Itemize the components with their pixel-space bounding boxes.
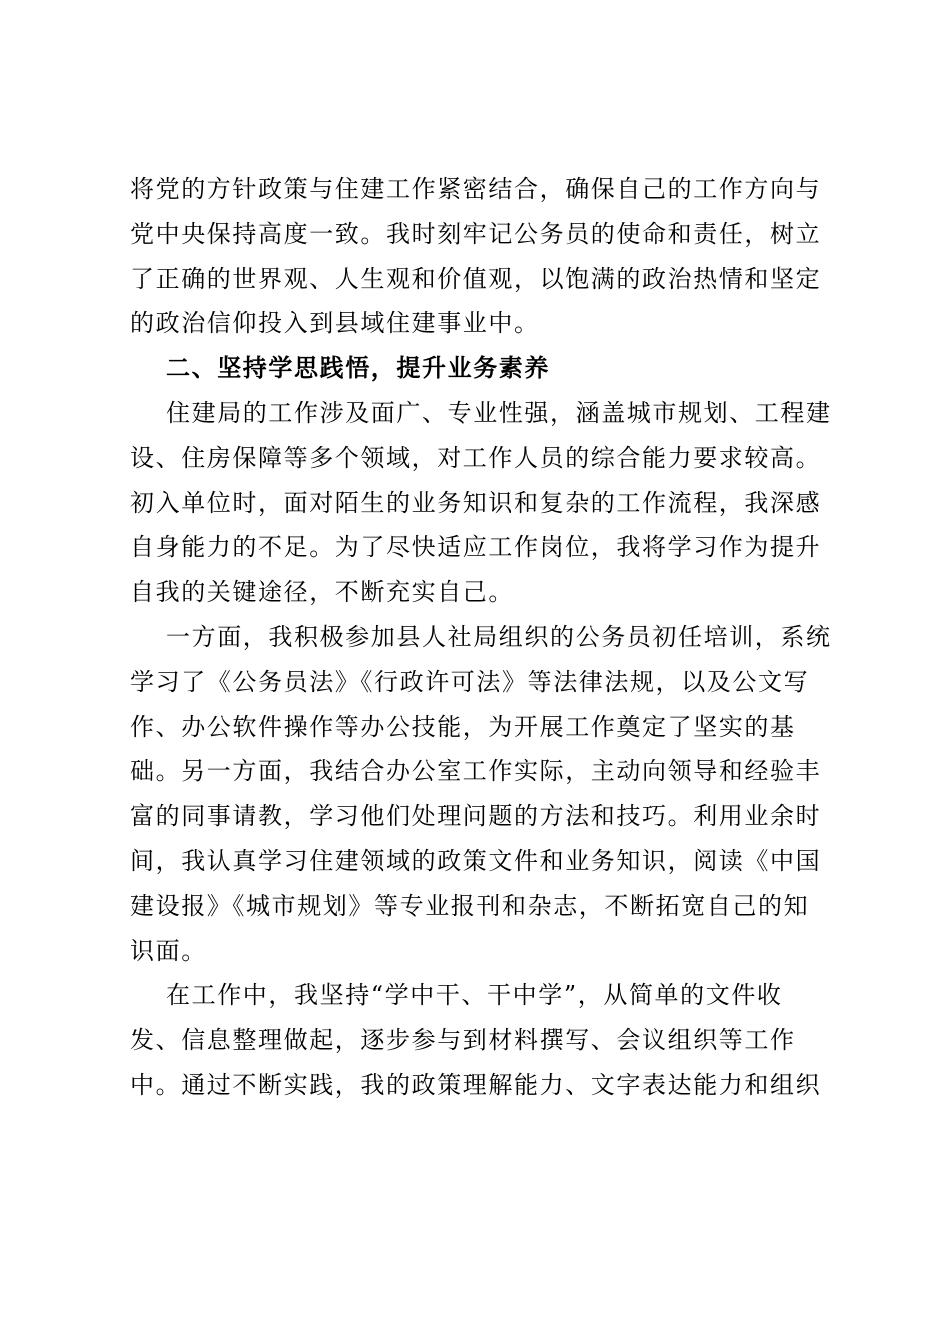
text-line: 在工作中，我坚持“学中干、干中学”，从简单的文件收 — [166, 981, 783, 1010]
paragraph-3 — [130, 615, 830, 973]
document-page — [130, 167, 830, 1108]
text-line: 住建局的工作涉及面广、专业性强，涵盖城市规划、工程建 — [166, 398, 832, 427]
section-heading: 二、坚持学思践悟，提升业务素养 — [166, 354, 550, 383]
text-line: 了正确的世界观、人生观和价值观，以饱满的政治热情和坚定 — [130, 264, 822, 293]
text-line: 设、住房保障等多个领域，对工作人员的综合能力要求较高。 — [130, 443, 822, 472]
text-line: 间，我认真学习住建领域的政策文件和业务知识，阅读《中国 — [130, 846, 822, 875]
text-line: 础。另一方面，我结合办公室工作实际，主动向领导和经验丰 — [130, 757, 822, 786]
text-line: 自身能力的不足。为了尽快适应工作岗位，我将学习作为提升 — [130, 533, 822, 562]
text-line: 中。通过不断实践，我的政策理解能力、文字表达能力和组织 — [130, 1070, 822, 1099]
text-line: 将党的方针政策与住建工作紧密结合，确保自己的工作方向与 — [130, 175, 822, 203]
text-line: 学习了《公务员法》《行政许可法》等法律法规，以及公文写 — [130, 667, 810, 696]
text-line: 作、办公软件操作等办公技能，为开展工作奠定了坚实的基 — [130, 712, 796, 741]
text-line: 自我的关键途径，不断充实自己。 — [130, 578, 514, 607]
text-line: 富的同事请教，学习他们处理问题的方法和技巧。利用业余时 — [130, 802, 822, 831]
text-line: 建设报》《城市规划》等专业报刊和杂志，不断拓宽自己的知 — [130, 891, 810, 920]
paragraph-4 — [130, 973, 830, 1107]
text-line: 发、信息整理做起，逐步参与到材料撰写、会议组织等工作 — [130, 1026, 796, 1055]
text-line: 识面。 — [130, 936, 207, 965]
paragraph-2 — [130, 391, 830, 615]
text-line: 初入单位时，面对陌生的业务知识和复杂的工作流程，我深感 — [130, 488, 822, 517]
text-line: 的政治信仰投入到县域住建事业中。 — [130, 309, 540, 338]
text-line: 党中央保持高度一致。我时刻牢记公务员的使命和责任，树立 — [130, 219, 822, 248]
paragraph-1 — [130, 167, 830, 346]
text-line: 一方面，我积极参加县人社局组织的公务员初任培训，系统 — [166, 622, 832, 651]
